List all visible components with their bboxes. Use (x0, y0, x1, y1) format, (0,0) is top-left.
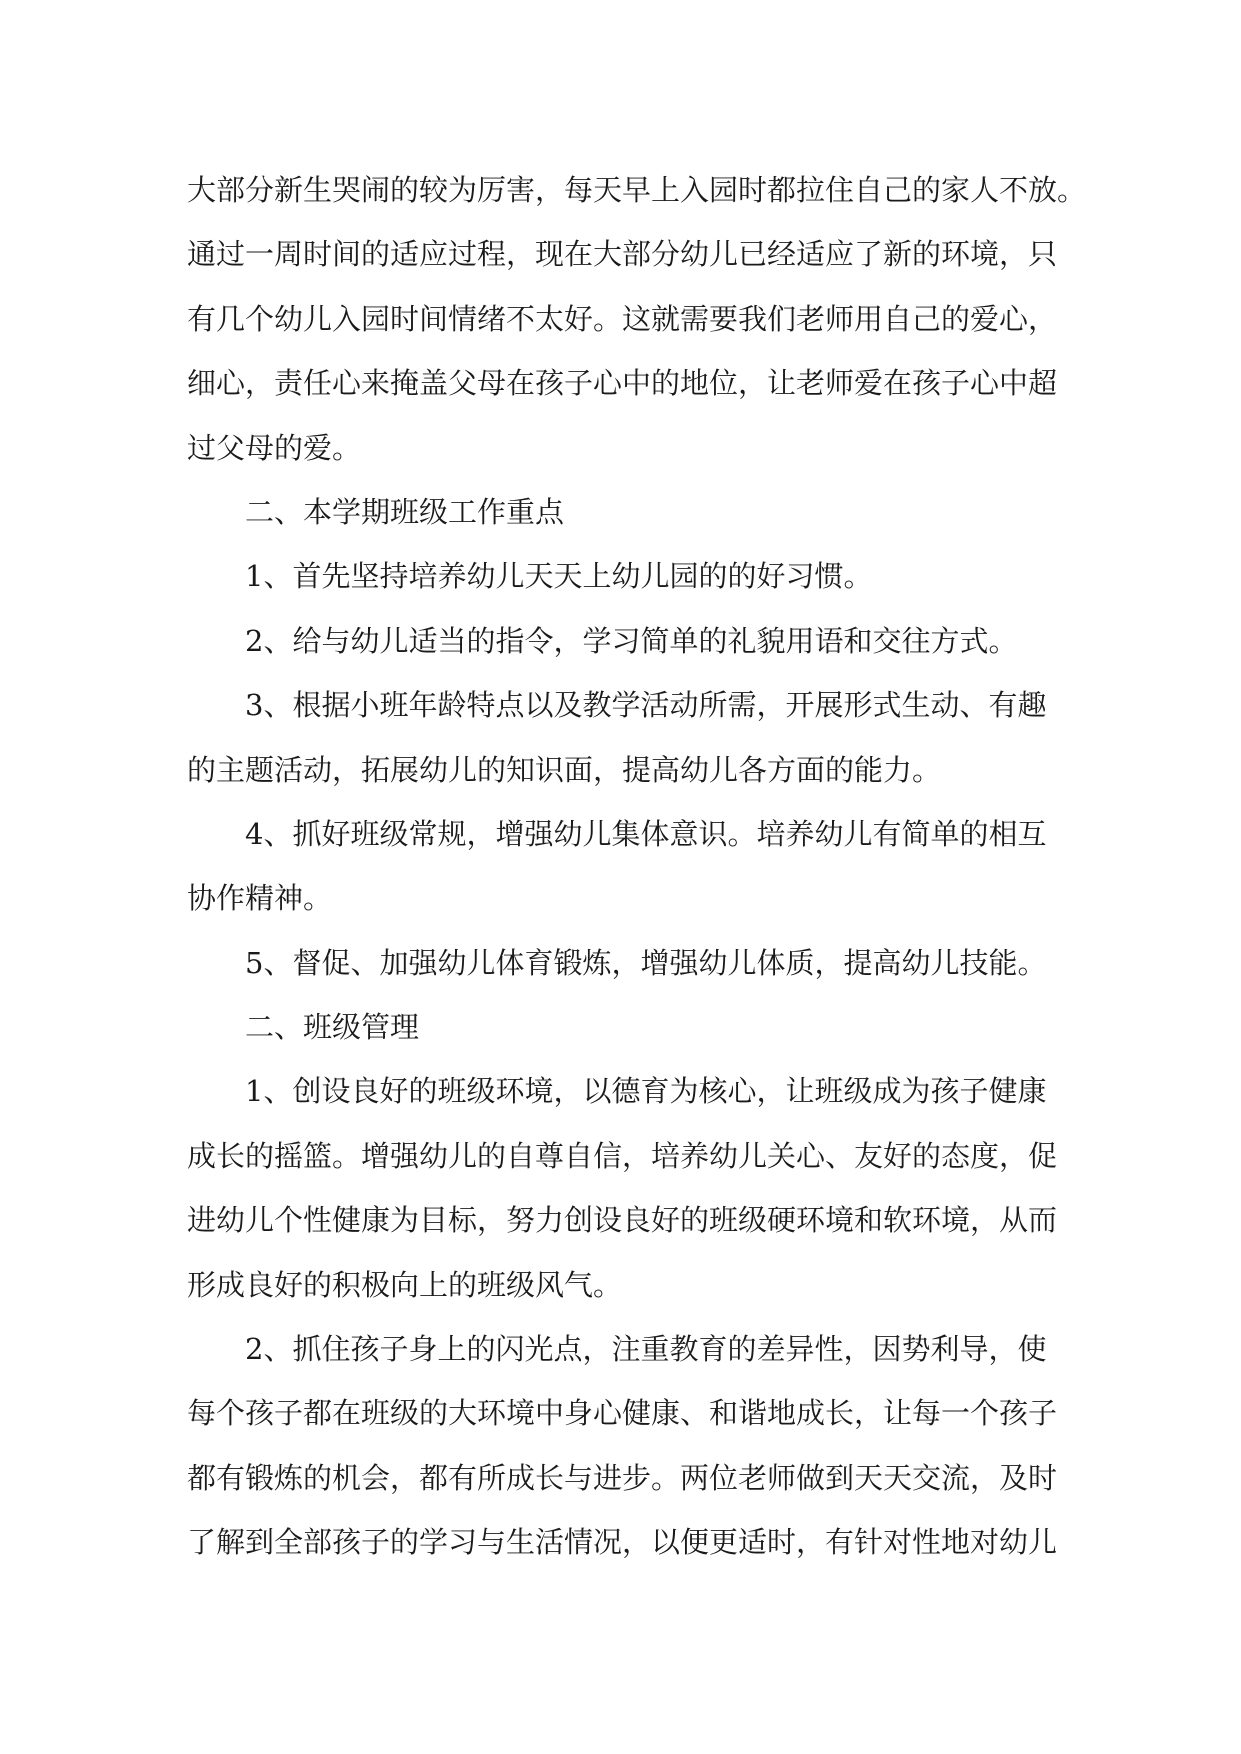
paragraph (187, 995, 1087, 1059)
paragraph (187, 544, 1087, 608)
text-line: 5、督促、加强幼儿体育锻炼，增强幼儿体质，提高幼儿技能。 (245, 945, 1047, 980)
text-line: 过父母的爱。 (187, 430, 362, 465)
text-line: 每个孩子都在班级的大环境中身心健康、和谐地成长，让每一个孩子 (187, 1396, 1058, 1431)
paragraph (187, 673, 1087, 802)
text-line: 二、班级管理 (245, 1010, 420, 1045)
text-line: 进幼儿个性健康为目标，努力创设良好的班级硬环境和软环境，从而 (187, 1203, 1058, 1238)
paragraph (187, 802, 1087, 931)
text-line: 3、根据小班年龄特点以及教学活动所需，开展形式生动、有趣 (245, 688, 1047, 723)
document-body (187, 158, 1087, 1575)
paragraph (187, 1059, 1087, 1317)
text-line: 大部分新生哭闹的较为厉害，每天早上入园时都拉住自己的家人不放。 (187, 173, 1087, 207)
text-line: 通过一周时间的适应过程，现在大部分幼儿已经适应了新的环境，只 (187, 237, 1058, 272)
text-line: 4、抓好班级常规，增强幼儿集体意识。培养幼儿有简单的相互 (245, 816, 1047, 851)
text-line: 都有锻炼的机会，都有所成长与进步。两位老师做到天天交流，及时 (187, 1460, 1058, 1495)
text-line: 有几个幼儿入园时间情绪不太好。这就需要我们老师用自己的爱心， (187, 301, 1058, 336)
paragraph (187, 480, 1087, 544)
text-line: 1、创设良好的班级环境，以德育为核心，让班级成为孩子健康 (245, 1074, 1047, 1109)
text-line: 成长的摇篮。增强幼儿的自尊自信，培养幼儿关心、友好的态度，促 (187, 1138, 1058, 1173)
paragraph (187, 931, 1087, 995)
text-line: 的主题活动，拓展幼儿的知识面，提高幼儿各方面的能力。 (187, 752, 942, 787)
paragraph (187, 609, 1087, 673)
text-line: 了解到全部孩子的学习与生活情况，以便更适时，有针对性地对幼儿 (187, 1525, 1058, 1560)
text-line: 2、给与幼儿适当的指令，学习简单的礼貌用语和交往方式。 (245, 623, 1018, 658)
text-line: 2、抓住孩子身上的闪光点，注重教育的差异性，因势利导，使 (245, 1332, 1047, 1367)
text-line: 细心，责任心来掩盖父母在孩子心中的地位，让老师爱在孩子心中超 (187, 366, 1058, 401)
text-line: 二、本学期班级工作重点 (245, 494, 565, 529)
text-line: 协作精神。 (187, 881, 333, 916)
text-line: 1、首先坚持培养幼儿天天上幼儿园的的好习惯。 (245, 559, 873, 594)
paragraph (187, 158, 1087, 480)
text-line: 形成良好的积极向上的班级风气。 (187, 1267, 623, 1302)
paragraph (187, 1317, 1087, 1575)
